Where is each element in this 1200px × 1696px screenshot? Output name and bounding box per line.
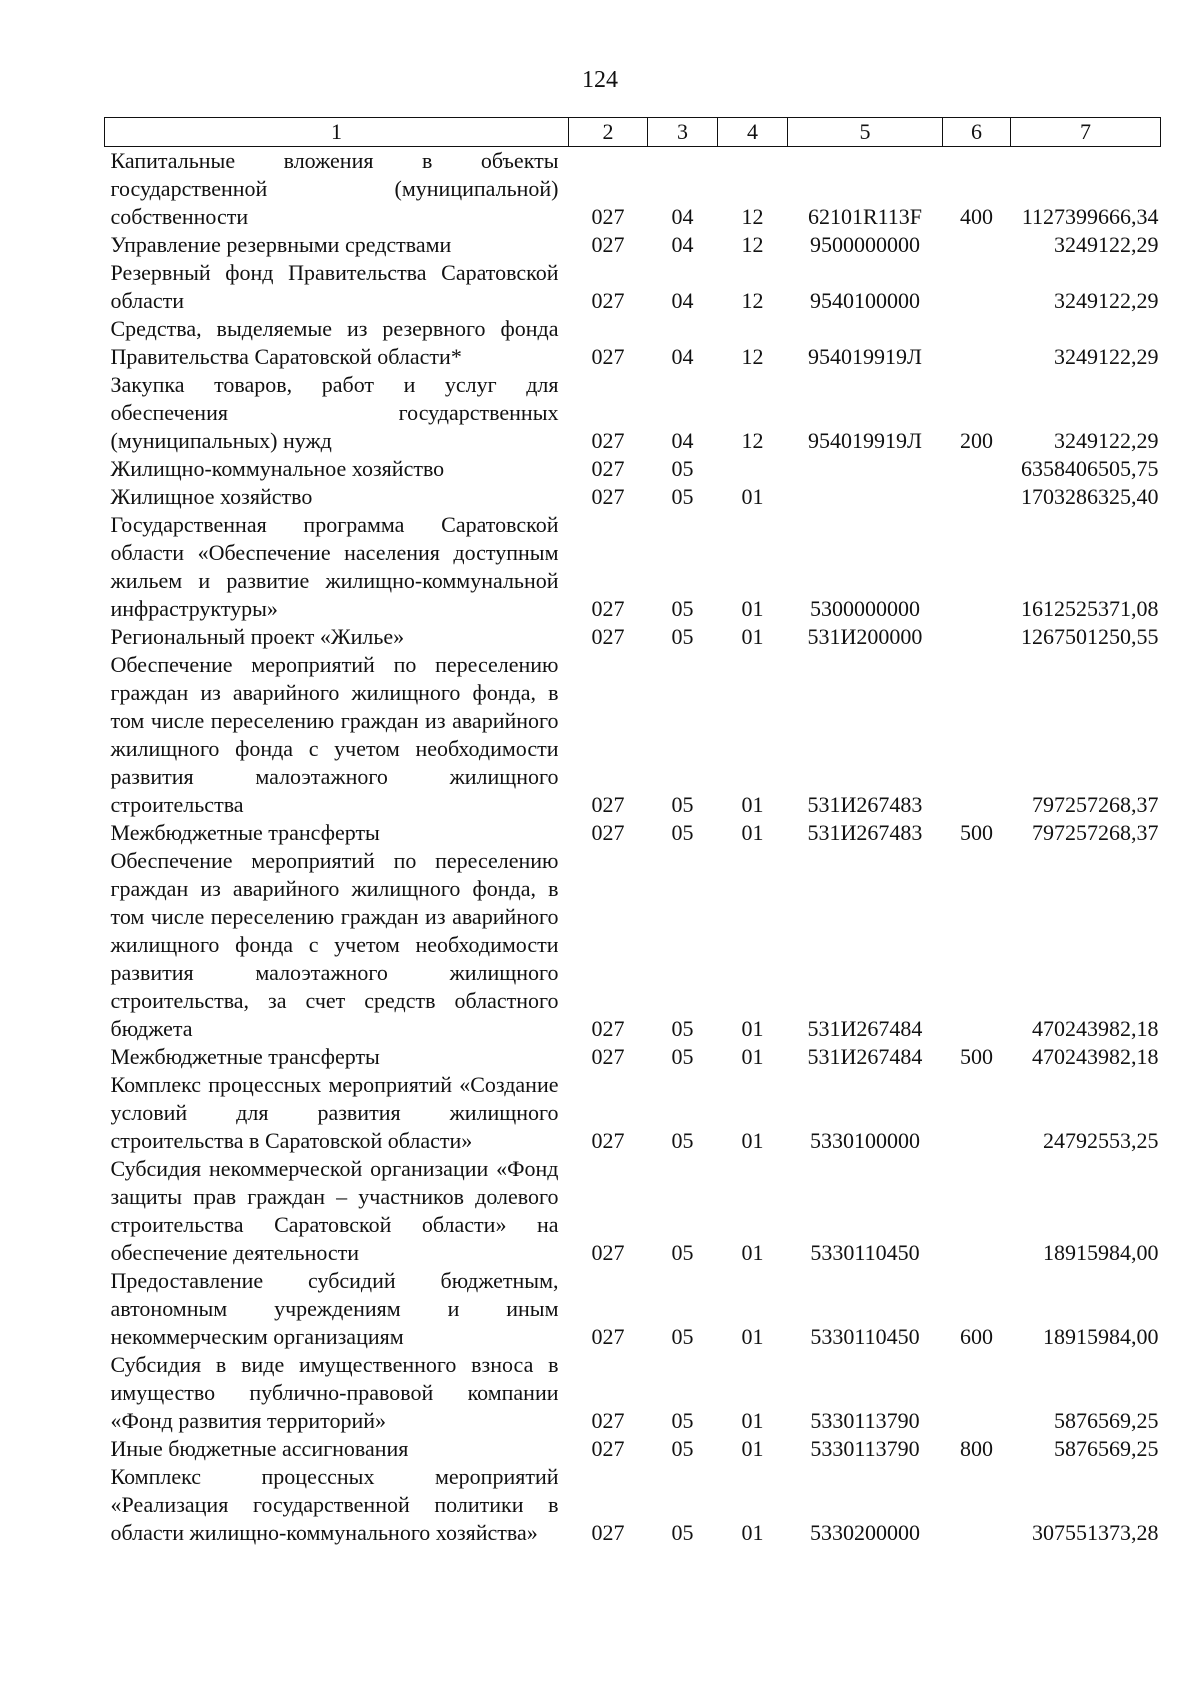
table-row xyxy=(105,1351,1161,1435)
row-type-cell: 400 xyxy=(960,204,993,229)
row-target-cell: 531И267484 xyxy=(807,1016,923,1041)
row-type-cell xyxy=(943,1155,1011,1267)
table-row xyxy=(105,1155,1161,1267)
row-target-cell: 954019919Л xyxy=(808,428,922,453)
row-section-cell: 05 xyxy=(671,792,694,817)
row-amount-cell: 3249122,29 xyxy=(1054,428,1159,453)
row-name-cell: Государственная программа Саратовской области «Обеспечение населения доступным жильем и развитие жилищно-коммунальной инфраструктуры» xyxy=(110,512,559,621)
row-ministry-cell: 027 xyxy=(591,1044,625,1069)
row-name-cell: Комплекс процессных мероприятий «Создание условий для развития жилищного строительства в Саратовской области» xyxy=(110,1072,559,1153)
row-section-cell: 05 xyxy=(671,624,694,649)
row-amount-cell: 3249122,29 xyxy=(1054,288,1159,313)
row-amount-cell: 1267501250,55 xyxy=(1021,624,1159,649)
row-section-cell: 05 xyxy=(671,1408,694,1433)
row-type-cell: 500 xyxy=(960,820,993,845)
table-row xyxy=(105,847,1161,1043)
row-amount-cell: 307551373,28 xyxy=(1032,1520,1159,1545)
table-row xyxy=(105,819,1161,847)
row-type-cell xyxy=(943,651,1011,819)
row-subsection-cell: 01 xyxy=(741,820,764,845)
header-col-4: 4 xyxy=(718,118,788,147)
row-target-cell: 9540100000 xyxy=(810,288,920,313)
row-amount-cell: 797257268,37 xyxy=(1032,792,1159,817)
row-ministry-cell: 027 xyxy=(591,484,625,509)
row-subsection-cell: 01 xyxy=(741,1128,764,1153)
row-type-cell xyxy=(943,623,1011,651)
row-target-cell: 531И267483 xyxy=(807,820,923,845)
header-col-6: 6 xyxy=(943,118,1011,147)
row-subsection-cell: 01 xyxy=(741,1044,764,1069)
row-amount-cell: 470243982,18 xyxy=(1032,1016,1159,1041)
row-target-cell xyxy=(788,483,943,511)
row-type-cell xyxy=(943,847,1011,1043)
row-type-cell: 800 xyxy=(960,1436,993,1461)
row-name-cell: Капитальные вложения в объекты государственной (муниципальной) собственности xyxy=(110,148,559,229)
table-row xyxy=(105,455,1161,483)
row-section-cell: 05 xyxy=(671,820,694,845)
row-section-cell: 05 xyxy=(671,1324,694,1349)
table-row xyxy=(105,1435,1161,1463)
row-ministry-cell: 027 xyxy=(591,820,625,845)
row-section-cell: 05 xyxy=(671,1128,694,1153)
row-ministry-cell: 027 xyxy=(591,204,625,229)
table-row xyxy=(105,315,1161,371)
row-ministry-cell: 027 xyxy=(591,232,625,257)
table-row xyxy=(105,511,1161,623)
row-name-cell: Жилищное хозяйство xyxy=(110,484,313,509)
row-name-cell: Управление резервными средствами xyxy=(110,232,452,257)
page-number: 124 xyxy=(582,67,618,93)
row-ministry-cell: 027 xyxy=(591,1408,625,1433)
budget-table xyxy=(104,117,1161,1547)
row-amount-cell: 1612525371,08 xyxy=(1021,596,1159,621)
row-ministry-cell: 027 xyxy=(591,1016,625,1041)
row-type-cell xyxy=(943,231,1011,259)
row-amount-cell: 5876569,25 xyxy=(1054,1408,1159,1433)
row-subsection-cell: 01 xyxy=(741,1408,764,1433)
table-row xyxy=(105,483,1161,511)
row-subsection-cell: 12 xyxy=(741,204,764,229)
row-ministry-cell: 027 xyxy=(591,1436,625,1461)
row-amount-cell: 1703286325,40 xyxy=(1021,484,1159,509)
table-row xyxy=(105,371,1161,455)
row-target-cell: 954019919Л xyxy=(808,344,922,369)
row-subsection-cell: 01 xyxy=(741,792,764,817)
table-row xyxy=(105,1071,1161,1155)
row-ministry-cell: 027 xyxy=(591,1240,625,1265)
row-section-cell: 05 xyxy=(671,596,694,621)
row-type-cell xyxy=(943,315,1011,371)
row-name-cell: Средства, выделяемые из резервного фонда Правительства Саратовской области* xyxy=(110,316,559,369)
row-section-cell: 05 xyxy=(671,1016,694,1041)
table-row xyxy=(105,1043,1161,1071)
row-type-cell: 500 xyxy=(960,1044,993,1069)
row-amount-cell: 3249122,29 xyxy=(1054,344,1159,369)
row-amount-cell: 18915984,00 xyxy=(1043,1240,1159,1265)
row-subsection-cell: 12 xyxy=(741,288,764,313)
row-section-cell: 04 xyxy=(671,428,694,453)
table-row xyxy=(105,623,1161,651)
row-section-cell: 04 xyxy=(671,288,694,313)
row-ministry-cell: 027 xyxy=(591,344,625,369)
row-target-cell: 5330113790 xyxy=(810,1408,920,1433)
table-row xyxy=(105,259,1161,315)
row-name-cell: Комплекс процессных мероприятий «Реализация государственной политики в области жилищно-коммунального хозяйства» xyxy=(110,1464,559,1545)
row-name-cell: Резервный фонд Правительства Саратовской области xyxy=(110,260,559,313)
row-type-cell xyxy=(943,1463,1011,1547)
row-target-cell: 5300000000 xyxy=(810,596,920,621)
row-ministry-cell: 027 xyxy=(591,1520,625,1545)
row-name-cell: Региональный проект «Жилье» xyxy=(110,624,405,649)
row-subsection-cell: 01 xyxy=(741,1324,764,1349)
row-ministry-cell: 027 xyxy=(591,1128,625,1153)
row-ministry-cell: 027 xyxy=(591,288,625,313)
row-subsection-cell: 12 xyxy=(741,232,764,257)
row-name-cell: Жилищно-коммунальное хозяйство xyxy=(110,456,445,481)
table-row xyxy=(105,231,1161,259)
row-target-cell xyxy=(788,455,943,483)
row-ministry-cell: 027 xyxy=(591,792,625,817)
row-section-cell: 04 xyxy=(671,232,694,257)
row-amount-cell: 24792553,25 xyxy=(1043,1128,1159,1153)
row-subsection-cell: 12 xyxy=(741,344,764,369)
row-amount-cell: 5876569,25 xyxy=(1054,1436,1159,1461)
row-subsection-cell: 01 xyxy=(741,596,764,621)
table-row xyxy=(105,1267,1161,1351)
row-name-cell: Субсидия некоммерческой организации «Фонд защиты прав граждан – участников долевого строительства Саратовской области» на обеспечение деятельности xyxy=(110,1156,559,1265)
row-target-cell: 5330100000 xyxy=(810,1128,920,1153)
row-subsection-cell: 01 xyxy=(741,1436,764,1461)
header-col-7: 7 xyxy=(1011,118,1161,147)
row-type-cell xyxy=(943,1071,1011,1155)
row-target-cell: 5330110450 xyxy=(810,1240,920,1265)
row-target-cell: 5330200000 xyxy=(810,1520,920,1545)
row-target-cell: 62101R113F xyxy=(807,204,923,229)
row-name-cell: Закупка товаров, работ и услуг для обеспечения государственных (муниципальных) нужд xyxy=(110,372,559,453)
row-target-cell: 531И267484 xyxy=(807,1044,923,1069)
row-name-cell: Межбюджетные трансферты xyxy=(110,820,380,845)
row-amount-cell: 18915984,00 xyxy=(1043,1324,1159,1349)
row-type-cell xyxy=(943,1351,1011,1435)
row-ministry-cell: 027 xyxy=(591,428,625,453)
header-col-5: 5 xyxy=(788,118,943,147)
row-type-cell xyxy=(943,259,1011,315)
row-ministry-cell: 027 xyxy=(591,624,625,649)
row-subsection-cell: 01 xyxy=(741,624,764,649)
row-name-cell: Межбюджетные трансферты xyxy=(110,1044,380,1069)
row-name-cell: Субсидия в виде имущественного взноса в имущество публично-правовой компании «Фонд развития территорий» xyxy=(110,1352,559,1433)
row-target-cell: 5330110450 xyxy=(810,1324,920,1349)
row-amount-cell: 6358406505,75 xyxy=(1021,456,1159,481)
table-row xyxy=(105,1463,1161,1547)
row-section-cell: 04 xyxy=(671,344,694,369)
row-section-cell: 05 xyxy=(671,484,694,509)
row-amount-cell: 470243982,18 xyxy=(1032,1044,1159,1069)
row-ministry-cell: 027 xyxy=(591,1324,625,1349)
row-subsection-cell: 01 xyxy=(741,1520,764,1545)
row-subsection-cell: 12 xyxy=(741,428,764,453)
row-section-cell: 05 xyxy=(671,1044,694,1069)
table-row xyxy=(105,651,1161,819)
table-header-row xyxy=(105,118,1161,147)
header-col-2: 2 xyxy=(569,118,648,147)
row-section-cell: 05 xyxy=(671,1240,694,1265)
row-type-cell xyxy=(943,483,1011,511)
row-amount-cell: 1127399666,34 xyxy=(1021,204,1159,229)
row-name-cell: Обеспечение мероприятий по переселению граждан из аварийного жилищного фонда, в том числе переселению граждан из аварийного жилищного фонда с учетом необходимости развития малоэтажного жилищного строительства xyxy=(110,652,559,817)
row-subsection-cell xyxy=(718,455,788,483)
row-section-cell: 04 xyxy=(671,204,694,229)
row-type-cell: 200 xyxy=(960,428,993,453)
row-amount-cell: 797257268,37 xyxy=(1032,820,1159,845)
row-ministry-cell: 027 xyxy=(591,456,625,481)
row-target-cell: 531И267483 xyxy=(807,792,923,817)
row-section-cell: 05 xyxy=(671,456,694,481)
table-body xyxy=(105,147,1161,1548)
header-col-1: 1 xyxy=(105,118,569,147)
row-section-cell: 05 xyxy=(671,1520,694,1545)
row-target-cell: 531И200000 xyxy=(807,624,923,649)
row-amount-cell: 3249122,29 xyxy=(1054,232,1159,257)
row-subsection-cell: 01 xyxy=(741,484,764,509)
row-section-cell: 05 xyxy=(671,1436,694,1461)
row-target-cell: 9500000000 xyxy=(810,232,920,257)
row-ministry-cell: 027 xyxy=(591,596,625,621)
row-type-cell xyxy=(943,511,1011,623)
row-name-cell: Иные бюджетные ассигнования xyxy=(110,1436,409,1461)
row-subsection-cell: 01 xyxy=(741,1016,764,1041)
row-type-cell: 600 xyxy=(960,1324,993,1349)
row-type-cell xyxy=(943,455,1011,483)
row-name-cell: Предоставление субсидий бюджетным, автономным учреждениям и иным некоммерческим организациям xyxy=(110,1268,559,1349)
row-name-cell: Обеспечение мероприятий по переселению граждан из аварийного жилищного фонда, в том числе переселению граждан из аварийного жилищного фонда с учетом необходимости развития малоэтажного жилищного строительства, за счет средств областного бюджета xyxy=(110,848,559,1041)
row-target-cell: 5330113790 xyxy=(810,1436,920,1461)
table-row xyxy=(105,147,1161,232)
row-subsection-cell: 01 xyxy=(741,1240,764,1265)
header-col-3: 3 xyxy=(648,118,718,147)
